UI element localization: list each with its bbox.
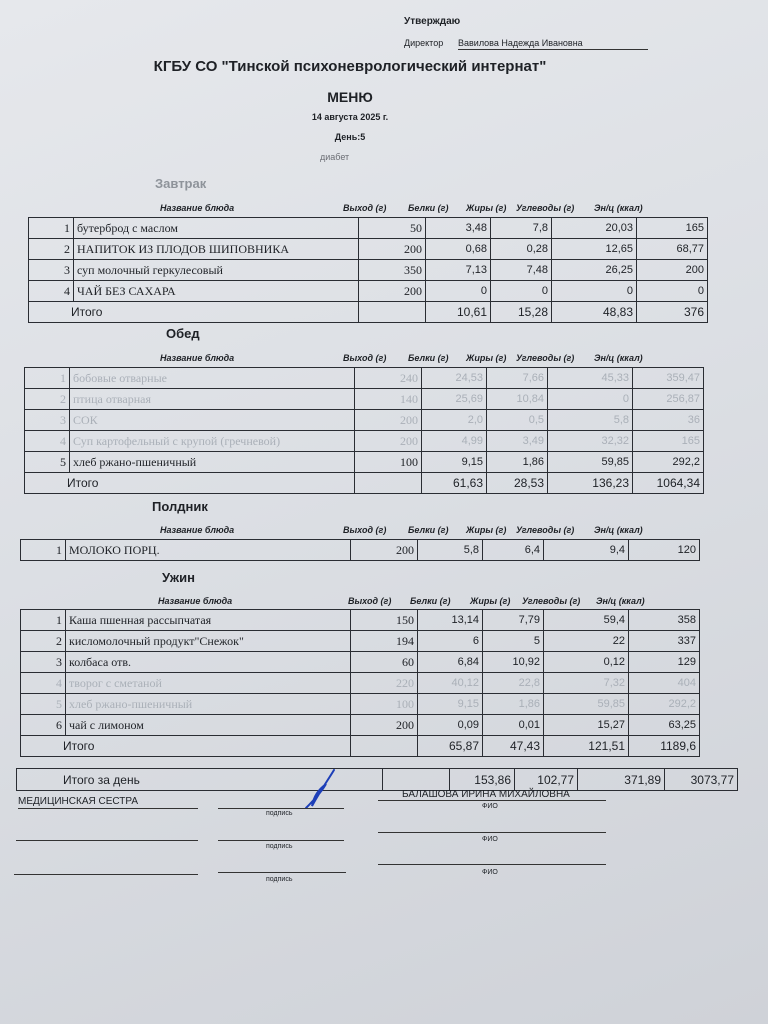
total-energy: 1189,6 bbox=[629, 736, 700, 757]
col-energy: Эн/ц (ккал) bbox=[596, 596, 645, 606]
total-fat: 28,53 bbox=[487, 473, 548, 494]
nurse-label: МЕДИЦИНСКАЯ СЕСТРА bbox=[18, 796, 139, 807]
col-name: Название блюда bbox=[158, 596, 233, 606]
nurse-line-3 bbox=[14, 874, 198, 875]
dish-name: хлеб ржано-пшеничный bbox=[66, 694, 351, 715]
total-yield-empty bbox=[355, 473, 422, 494]
dish-carbs: 26,25 bbox=[552, 260, 637, 281]
fio-caption-1: ФИО bbox=[482, 803, 498, 810]
sign-caption-1: подпись bbox=[266, 810, 293, 817]
day-total-fat: 102,77 bbox=[515, 769, 578, 791]
breakfast-table bbox=[28, 217, 708, 323]
dish-energy: 256,87 bbox=[633, 389, 704, 410]
breakfast-header bbox=[0, 203, 700, 217]
dish-fat: 0,28 bbox=[491, 239, 552, 260]
total-carbs: 121,51 bbox=[544, 736, 629, 757]
dish-energy: 0 bbox=[637, 281, 708, 302]
table-row bbox=[21, 715, 700, 736]
table-row bbox=[25, 389, 704, 410]
dish-energy: 337 bbox=[629, 631, 700, 652]
snack-title: Полдник bbox=[152, 499, 208, 514]
dish-carbs: 59,85 bbox=[548, 452, 633, 473]
total-label: Итого bbox=[25, 473, 355, 494]
table-row bbox=[29, 218, 708, 239]
dish-energy: 165 bbox=[637, 218, 708, 239]
dish-protein: 13,14 bbox=[418, 610, 483, 631]
row-number: 1 bbox=[25, 368, 70, 389]
lunch-header bbox=[0, 353, 700, 367]
dish-carbs: 59,4 bbox=[544, 610, 629, 631]
signature-scribble-icon bbox=[298, 766, 344, 812]
total-carbs: 136,23 bbox=[548, 473, 633, 494]
dish-protein: 9,15 bbox=[422, 452, 487, 473]
menu-title: МЕНЮ bbox=[327, 89, 373, 105]
dish-energy: 68,77 bbox=[637, 239, 708, 260]
row-number: 5 bbox=[21, 694, 66, 715]
dish-protein: 0,09 bbox=[418, 715, 483, 736]
dish-carbs: 32,32 bbox=[548, 431, 633, 452]
row-number: 2 bbox=[21, 631, 66, 652]
dish-protein: 3,48 bbox=[426, 218, 491, 239]
dish-yield: 150 bbox=[351, 610, 418, 631]
total-protein: 65,87 bbox=[418, 736, 483, 757]
dish-yield: 200 bbox=[351, 540, 418, 561]
dish-carbs: 9,4 bbox=[544, 540, 629, 561]
row-number: 2 bbox=[29, 239, 74, 260]
dish-energy: 358 bbox=[629, 610, 700, 631]
dish-energy: 120 bbox=[629, 540, 700, 561]
total-row bbox=[25, 473, 704, 494]
col-protein: Белки (г) bbox=[408, 203, 449, 213]
table-row bbox=[25, 368, 704, 389]
dish-yield: 200 bbox=[351, 715, 418, 736]
col-name: Название блюда bbox=[160, 525, 235, 535]
dish-yield: 350 bbox=[359, 260, 426, 281]
col-yield: Выход (г) bbox=[348, 596, 392, 606]
dish-yield: 140 bbox=[355, 389, 422, 410]
table-row bbox=[29, 281, 708, 302]
dish-fat: 7,79 bbox=[483, 610, 544, 631]
dish-fat: 1,86 bbox=[483, 694, 544, 715]
total-energy: 1064,34 bbox=[633, 473, 704, 494]
col-fat: Жиры (г) bbox=[470, 596, 511, 606]
table-row bbox=[25, 431, 704, 452]
row-number: 4 bbox=[25, 431, 70, 452]
fio-line-3 bbox=[378, 864, 606, 865]
dish-energy: 292,2 bbox=[633, 452, 704, 473]
table-row bbox=[21, 610, 700, 631]
menu-day: День:5 bbox=[334, 132, 366, 142]
dish-carbs: 20,03 bbox=[552, 218, 637, 239]
total-row bbox=[29, 302, 708, 323]
total-protein: 10,61 bbox=[426, 302, 491, 323]
breakfast-title: Завтрак bbox=[155, 176, 207, 191]
table-row bbox=[29, 260, 708, 281]
dish-carbs: 7,32 bbox=[544, 673, 629, 694]
col-energy: Эн/ц (ккал) bbox=[594, 525, 643, 535]
dish-yield: 200 bbox=[359, 281, 426, 302]
dish-carbs: 59,85 bbox=[544, 694, 629, 715]
dish-fat: 0,01 bbox=[483, 715, 544, 736]
row-number: 4 bbox=[21, 673, 66, 694]
table-row bbox=[21, 652, 700, 673]
col-energy: Эн/ц (ккал) bbox=[594, 203, 643, 213]
dish-carbs: 0,12 bbox=[544, 652, 629, 673]
row-number: 5 bbox=[25, 452, 70, 473]
dish-fat: 7,48 bbox=[491, 260, 552, 281]
lunch-title: Обед bbox=[166, 326, 200, 341]
row-number: 3 bbox=[21, 652, 66, 673]
fio-line-2 bbox=[378, 832, 606, 833]
table-row bbox=[21, 694, 700, 715]
day-total-carbs: 371,89 bbox=[578, 769, 665, 791]
dish-carbs: 15,27 bbox=[544, 715, 629, 736]
dish-protein: 9,15 bbox=[418, 694, 483, 715]
table-row bbox=[25, 410, 704, 431]
dish-name: СОК bbox=[70, 410, 355, 431]
table-row bbox=[29, 239, 708, 260]
row-number: 1 bbox=[21, 610, 66, 631]
nurse-line-2 bbox=[16, 840, 198, 841]
dish-name: чай с лимоном bbox=[66, 715, 351, 736]
dish-protein: 5,8 bbox=[418, 540, 483, 561]
dish-yield: 200 bbox=[355, 410, 422, 431]
dish-fat: 7,8 bbox=[491, 218, 552, 239]
dish-yield: 200 bbox=[359, 239, 426, 260]
col-carbs: Углеводы (г) bbox=[516, 203, 575, 213]
dish-energy: 292,2 bbox=[629, 694, 700, 715]
dish-carbs: 5,8 bbox=[548, 410, 633, 431]
day-total-row bbox=[17, 769, 738, 791]
snack-header bbox=[0, 525, 700, 539]
dish-name: НАПИТОК ИЗ ПЛОДОВ ШИПОВНИКА bbox=[74, 239, 359, 260]
total-fat: 15,28 bbox=[491, 302, 552, 323]
dish-energy: 165 bbox=[633, 431, 704, 452]
fio-line-1 bbox=[378, 800, 606, 801]
dish-protein: 25,69 bbox=[422, 389, 487, 410]
menu-date: 14 августа 2025 г. bbox=[311, 112, 389, 122]
dish-name: кисломолочный продукт"Снежок" bbox=[66, 631, 351, 652]
dish-name: ЧАЙ БЕЗ САХАРА bbox=[74, 281, 359, 302]
table-row bbox=[21, 631, 700, 652]
dish-name: творог с сметаной bbox=[66, 673, 351, 694]
dish-carbs: 45,33 bbox=[548, 368, 633, 389]
col-yield: Выход (г) bbox=[343, 353, 387, 363]
dish-yield: 200 bbox=[355, 431, 422, 452]
dish-yield: 50 bbox=[359, 218, 426, 239]
dish-fat: 10,84 bbox=[487, 389, 548, 410]
dinner-header bbox=[0, 596, 700, 610]
fio-caption-2: ФИО bbox=[482, 836, 498, 843]
total-yield-empty bbox=[359, 302, 426, 323]
dish-carbs: 12,65 bbox=[552, 239, 637, 260]
dish-protein: 6 bbox=[418, 631, 483, 652]
table-row bbox=[21, 673, 700, 694]
dish-name: суп молочный геркулесовый bbox=[74, 260, 359, 281]
dish-protein: 6,84 bbox=[418, 652, 483, 673]
col-fat: Жиры (г) bbox=[466, 203, 507, 213]
dish-energy: 404 bbox=[629, 673, 700, 694]
dish-name: колбаса отв. bbox=[66, 652, 351, 673]
dish-fat: 1,86 bbox=[487, 452, 548, 473]
dish-name: Каша пшенная рассыпчатая bbox=[66, 610, 351, 631]
table-row bbox=[21, 540, 700, 561]
director-name: Вавилова Надежда Ивановна bbox=[458, 38, 648, 50]
diet-type: диабет bbox=[320, 152, 350, 162]
dish-carbs: 0 bbox=[552, 281, 637, 302]
approval-title: Утверждаю bbox=[404, 16, 461, 27]
total-label: Итого bbox=[21, 736, 351, 757]
dish-name: птица отварная bbox=[70, 389, 355, 410]
dish-yield: 100 bbox=[351, 694, 418, 715]
day-total-energy: 3073,77 bbox=[665, 769, 738, 791]
total-yield-empty bbox=[351, 736, 418, 757]
dish-fat: 0,5 bbox=[487, 410, 548, 431]
row-number: 1 bbox=[29, 218, 74, 239]
dish-protein: 0 bbox=[426, 281, 491, 302]
row-number: 1 bbox=[21, 540, 66, 561]
col-protein: Белки (г) bbox=[408, 525, 449, 535]
fio-caption-3: ФИО bbox=[482, 869, 498, 876]
dish-yield: 240 bbox=[355, 368, 422, 389]
total-protein: 61,63 bbox=[422, 473, 487, 494]
col-protein: Белки (г) bbox=[410, 596, 451, 606]
table-row bbox=[25, 452, 704, 473]
total-row bbox=[21, 736, 700, 757]
row-number: 3 bbox=[29, 260, 74, 281]
dish-energy: 36 bbox=[633, 410, 704, 431]
col-yield: Выход (г) bbox=[343, 525, 387, 535]
dish-name: бобовые отварные bbox=[70, 368, 355, 389]
col-yield: Выход (г) bbox=[343, 203, 387, 213]
organization-name: КГБУ СО "Тинской психоневрологический интернат" bbox=[153, 58, 547, 75]
director-label: Директор bbox=[404, 38, 444, 48]
dish-protein: 40,12 bbox=[418, 673, 483, 694]
dish-name: МОЛОКО ПОРЦ. bbox=[66, 540, 351, 561]
dish-yield: 60 bbox=[351, 652, 418, 673]
col-name: Название блюда bbox=[160, 353, 235, 363]
col-carbs: Углеводы (г) bbox=[516, 353, 575, 363]
dish-yield: 220 bbox=[351, 673, 418, 694]
nurse-name: БАЛАШОВА ИРИНА МИХАЙЛОВНА bbox=[402, 789, 570, 800]
dish-fat: 7,66 bbox=[487, 368, 548, 389]
dish-energy: 359,47 bbox=[633, 368, 704, 389]
dish-fat: 5 bbox=[483, 631, 544, 652]
dish-yield: 100 bbox=[355, 452, 422, 473]
row-number: 3 bbox=[25, 410, 70, 431]
day-total-label: Итого за день bbox=[17, 769, 383, 791]
sign-line-3 bbox=[218, 872, 346, 873]
row-number: 6 bbox=[21, 715, 66, 736]
dish-yield: 194 bbox=[351, 631, 418, 652]
dinner-title: Ужин bbox=[162, 570, 195, 585]
dish-protein: 4,99 bbox=[422, 431, 487, 452]
sign-line-1 bbox=[218, 808, 344, 809]
dish-protein: 24,53 bbox=[422, 368, 487, 389]
nurse-line-1 bbox=[18, 808, 198, 809]
total-energy: 376 bbox=[637, 302, 708, 323]
dish-fat: 6,4 bbox=[483, 540, 544, 561]
snack-table bbox=[20, 539, 700, 561]
total-label: Итого bbox=[29, 302, 359, 323]
dish-name: бутерброд с маслом bbox=[74, 218, 359, 239]
col-fat: Жиры (г) bbox=[466, 525, 507, 535]
dish-protein: 7,13 bbox=[426, 260, 491, 281]
day-total-yield-empty bbox=[383, 769, 450, 791]
dish-fat: 0 bbox=[491, 281, 552, 302]
total-carbs: 48,83 bbox=[552, 302, 637, 323]
col-carbs: Углеводы (г) bbox=[516, 525, 575, 535]
row-number: 4 bbox=[29, 281, 74, 302]
day-total-table bbox=[16, 768, 738, 791]
dish-energy: 200 bbox=[637, 260, 708, 281]
dish-protein: 2,0 bbox=[422, 410, 487, 431]
row-number: 2 bbox=[25, 389, 70, 410]
dish-name: хлеб ржано-пшеничный bbox=[70, 452, 355, 473]
dish-protein: 0,68 bbox=[426, 239, 491, 260]
dish-energy: 63,25 bbox=[629, 715, 700, 736]
sign-caption-3: подпись bbox=[266, 876, 293, 883]
col-name: Название блюда bbox=[160, 203, 235, 213]
col-carbs: Углеводы (г) bbox=[522, 596, 581, 606]
lunch-table bbox=[24, 367, 704, 494]
dish-fat: 10,92 bbox=[483, 652, 544, 673]
dish-carbs: 0 bbox=[548, 389, 633, 410]
dish-carbs: 22 bbox=[544, 631, 629, 652]
col-fat: Жиры (г) bbox=[466, 353, 507, 363]
dish-energy: 129 bbox=[629, 652, 700, 673]
dish-fat: 3,49 bbox=[487, 431, 548, 452]
col-protein: Белки (г) bbox=[408, 353, 449, 363]
total-fat: 47,43 bbox=[483, 736, 544, 757]
day-total-protein: 153,86 bbox=[450, 769, 515, 791]
dinner-table bbox=[20, 609, 700, 757]
dish-fat: 22,8 bbox=[483, 673, 544, 694]
dish-name: Суп картофельный с крупой (гречневой) bbox=[70, 431, 355, 452]
col-energy: Эн/ц (ккал) bbox=[594, 353, 643, 363]
sign-line-2 bbox=[218, 840, 344, 841]
sign-caption-2: подпись bbox=[266, 843, 293, 850]
